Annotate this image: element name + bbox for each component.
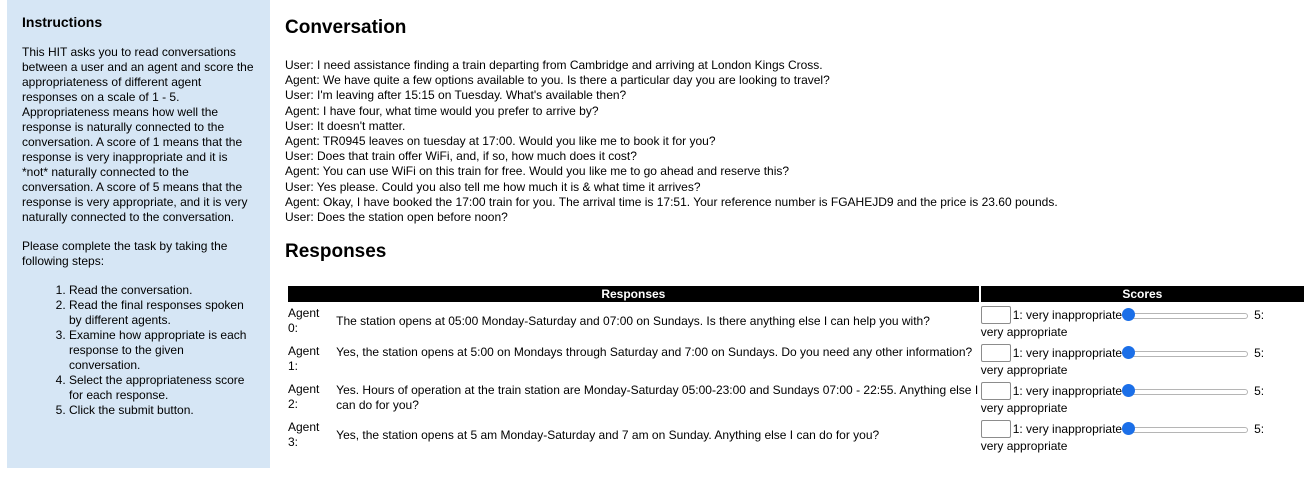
response-text: Yes, the station opens at 5:00 on Mondays through Saturday and 7:00 on Sundays. Do you need any other information? — [336, 345, 973, 359]
response-text: Yes. Hours of operation at the train station are Monday-Saturday 05:00-23:00 and Sundays 07:00 - 22:55. Anything else I can do for you? — [336, 383, 979, 412]
high-score-label: very appropriate — [980, 439, 1068, 453]
conversation-line: Agent: Okay, I have booked the 17:00 train for you. The arrival time is 17:51. Your reference number is FGAHEJD9 and the price is 23.60 pounds. — [285, 194, 1058, 209]
high-score-number: 5: — [1254, 345, 1265, 360]
conversation-transcript — [285, 58, 1058, 225]
score-slider[interactable] — [1122, 310, 1248, 320]
slider-thumb[interactable] — [1122, 422, 1135, 435]
score-input[interactable] — [981, 420, 1011, 438]
low-score-label: 1: very inappropriate — [1012, 345, 1123, 360]
table-row — [288, 342, 1304, 378]
score-slider[interactable] — [1122, 348, 1248, 358]
responses-table — [286, 284, 1306, 456]
conversation-line: Agent: I have four, what time would you prefer to arrive by? — [285, 103, 599, 118]
responses-column-header: Responses — [288, 286, 979, 302]
conversation-line: User: Yes please. Could you also tell me how much it is & what time it arrives? — [285, 179, 701, 194]
conversation-line: User: I need assistance finding a train departing from Cambridge and arriving at London Kings Cross. — [285, 58, 823, 72]
agent-label: Agent 3: — [288, 420, 320, 449]
table-row — [288, 380, 1304, 416]
instructions-steps-intro: Please complete the task by taking the following steps: — [22, 239, 228, 268]
conversation-line: User: Does that train offer WiFi, and, if so, how much does it cost? — [285, 149, 637, 164]
conversation-line: Agent: We have quite a few options available to you. Is there a particular day you are looking to travel? — [285, 73, 830, 88]
high-score-number: 5: — [1254, 421, 1265, 436]
score-cell — [981, 380, 1304, 416]
conversation-line: Agent: TR0945 leaves on tuesday at 17:00. Would you like me to book it for you? — [285, 134, 716, 149]
table-row — [288, 304, 1304, 340]
agent-label: Agent 0: — [288, 306, 320, 335]
table-row — [288, 418, 1304, 454]
conversation-line: Agent: You can use WiFi on this train for free. Would you like me to go ahead and reserve this? — [285, 164, 790, 179]
instructions-heading: Instructions — [22, 14, 103, 30]
score-cell — [981, 304, 1304, 340]
response-text: Yes, the station opens at 5 am Monday-Saturday and 7 am on Sunday. Anything else I can do for you? — [336, 428, 880, 442]
score-cell — [981, 342, 1304, 378]
score-input[interactable] — [981, 382, 1011, 400]
response-text: The station opens at 05:00 Monday-Saturday and 07:00 on Sundays. Is there anything else I can help you with? — [336, 314, 930, 328]
slider-thumb[interactable] — [1122, 308, 1135, 321]
scores-column-header: Scores — [981, 286, 1304, 302]
instruction-step: 1. Read the conversation. — [69, 283, 256, 298]
instruction-step: 2. Read the final responses spoken by different agents. — [69, 298, 256, 328]
conversation-line: User: It doesn't matter. — [285, 118, 406, 133]
score-input[interactable] — [981, 306, 1011, 324]
instructions-description: This HIT asks you to read conversations between a user and an agent and score the appropriateness of different agent responses on a scale of 1 - 5. Appropriateness means how well the response is naturally connected to the conversation. A score of 1 means that the response is very inappropriate and it is *not* naturally connected to the conversation. A score of 5 means that the response is very appropriate, and it is very naturally connected to the conversation. — [22, 45, 254, 224]
instruction-step: 4. Select the appropriateness score for each response. — [69, 373, 256, 403]
score-cell — [981, 418, 1304, 454]
high-score-number: 5: — [1254, 307, 1265, 322]
high-score-number: 5: — [1254, 383, 1265, 398]
low-score-label: 1: very inappropriate — [1012, 383, 1123, 398]
slider-thumb[interactable] — [1122, 384, 1135, 397]
agent-label: Agent 1: — [288, 344, 320, 373]
slider-thumb[interactable] — [1122, 346, 1135, 359]
score-slider[interactable] — [1122, 386, 1248, 396]
low-score-label: 1: very inappropriate — [1012, 421, 1123, 436]
agent-label: Agent 2: — [288, 382, 320, 411]
conversation-line: User: Does the station open before noon? — [285, 210, 508, 225]
instruction-step: 5. Click the submit button. — [69, 403, 256, 418]
score-input[interactable] — [981, 344, 1011, 362]
instructions-steps-list — [22, 283, 256, 418]
score-slider[interactable] — [1122, 424, 1248, 434]
conversation-title: Conversation — [285, 17, 407, 38]
high-score-label: very appropriate — [980, 363, 1068, 377]
instruction-step: 3. Examine how appropriate is each response to the given conversation. — [69, 328, 256, 373]
responses-title: Responses — [285, 241, 387, 262]
high-score-label: very appropriate — [980, 401, 1068, 415]
low-score-label: 1: very inappropriate — [1012, 307, 1123, 322]
instructions-panel — [7, 0, 270, 468]
high-score-label: very appropriate — [980, 325, 1068, 339]
conversation-line: User: I'm leaving after 15:15 on Tuesday. What's available then? — [285, 88, 627, 103]
